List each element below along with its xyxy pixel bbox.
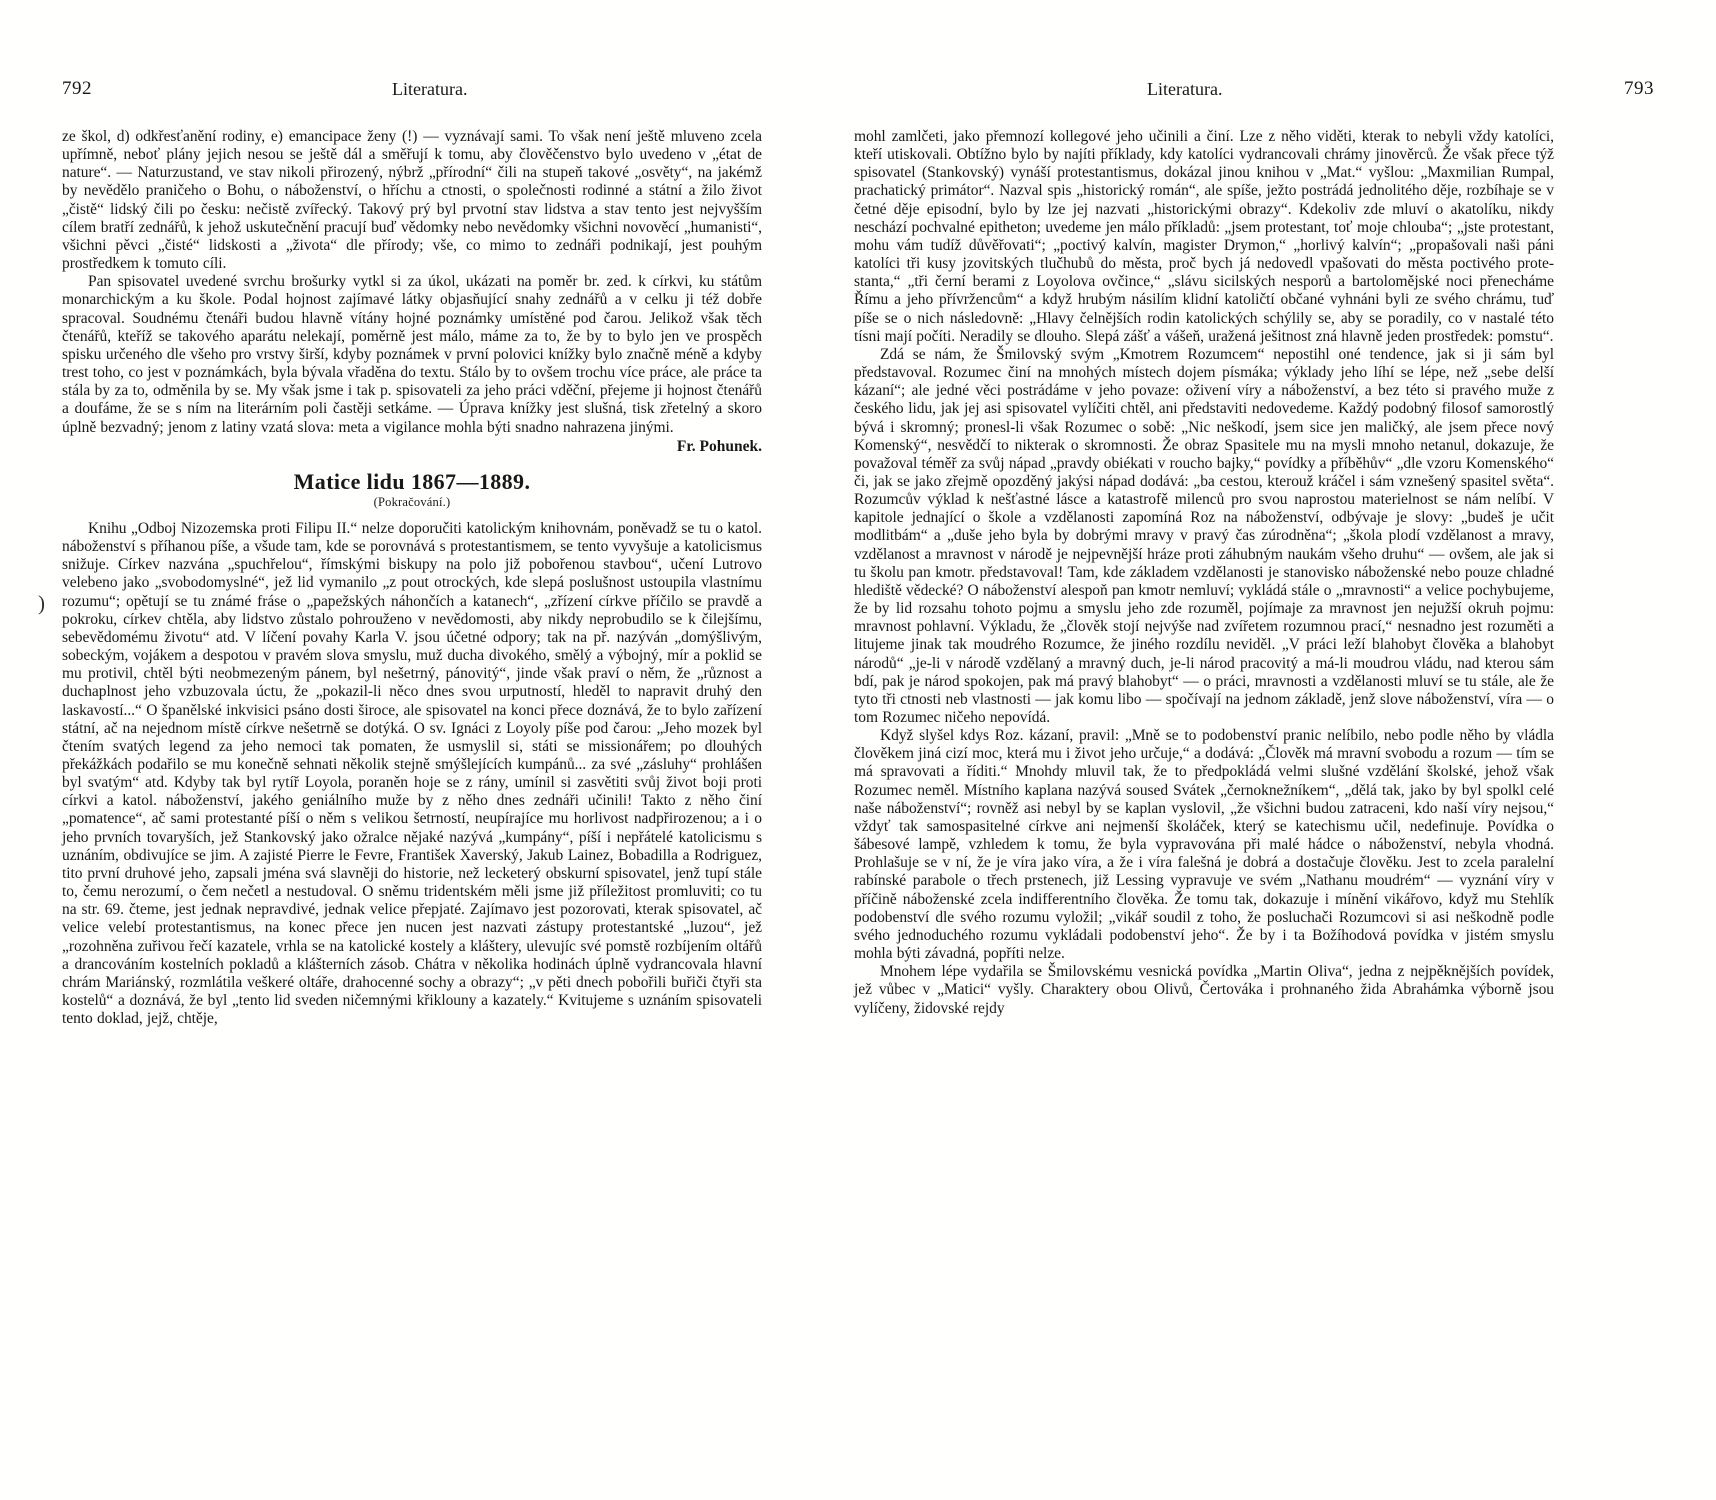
column-right xyxy=(854,128,1554,1458)
paragraph: mohl zamlčeti, jako přemnozí kollegové jeho učinili a činí. Lze z něho viděti, kterak to nebyli vždy katolíci, kteří utiskovali. Obtížno bylo by najíti příklady, kdy katolíci vydrancovali chrámy jinověrců. Že však přece týž spisovatel (Stankovský) vynáší protestantismus, dokázal jinou knihou v „Mat.“ vyšlou: „Maxmilian Rumpal, prachatický primátor“. Nazval spis „historický román“, ale spíše, ježto postrádá jednolitého děje, rozbíhaje se v četné děje episodní, bylo by lze jej nazvati „historickými obrazy“. Kdekoliv zde mluví o akatolíku, nikdy neschází pochvalné epitheton; uvedeme jen málo příkladů: „jsem protestant, toť moje chlouba“; „jste protestant, mohu vám tudíž důvěřovati“; „poctivý kalvín, magister Drymon,“ „horlivý kalvín“; „propašovali naši páni katolíci tři kusy jzovitských tlučhubů do města, proč bych já nedovedl vpašovati do města poctivého protestanta,“ „tři černí berami z Loyolova ovčince,“ „slávu sicilských nesporů a bartolomějské noci přenecháme Římu a jeho přívržencům“ a když hrubým násilím klidní katoličtí občané vyhnáni byli ze svého chrámu, tuď píše se o nich následovně: „Hlavy čelnějších rodin katolických schýlily se, aby se poradily, co v nastalé této tísni mají počíti. Neradily se dlouho. Slepá zášť a vášeň, uražená ješitnost zná hlavně jeden prostředek: pomstu“. xyxy=(854,128,1554,345)
paragraph: Knihu „Odboj Nizozemska proti Filipu II.“ nelze doporučiti katolickým knihovnám, poněvadž se tu o katol. náboženství s příhanou píše, a všude tam, kde se porovnává s protestantismem, se tento vyvyšuje a katolicismus snižuje. Církev nazvána „spuchřelou“, římskými biskupy na polo již pobořenou stavbou“, učení Lutrovo velebeno jako „svobodomyslné“, jež lid vymanilo „z pout otrockých, kde slepá poslušnost ustoupila vlastnímu rozumu“; opětují se tu známé fráse o „papežských náhončích a katanech“, „zřízení církve příčilo se pravdě a pokroku, církev chtěla, aby lidstvo zůstalo pohrouženo v nevědomosti, aby nikdy neprobudilo se k čilejšímu, sebevědomému životu“ atd. V líčení povahy Karla V. jsou účetné odpory; tak na př. nazýván „domýšlivým, sobeckým, vojákem a despotou v pravém slova smyslu, muž ducha divokého, smělý a výbojný, mír a poklid se mu protivil, chtěl býti neobmezeným pánem, byl nešetrný, pánovitý“, jinde však praví o něm, že „různost a duchaplnost jeho vzbuzovala úctu, že „pokazil-li něco dnes svou urputností, hleděl to napravit druhý den laskavostí...“ O španělské inkvisici psáno dosti široce, ale spisovatel na konci přece doznává, že to bylo zařízení státní, ač na nejednom místě církve nešetrně se dotýká. O sv. Ignáci z Loyoly píše pod čarou: „Jeho mozek byl čtením svatých legend za jeho nemoci tak pomaten, že usmyslil si, státi se missionářem; po dlouhých překážkách podařilo se mu konečně sehnati několik stejně smýšlejících kumpánů... za své „zásluhy“ prohlášen byl svatým“ atd. Kdyby tak byl rytíř Loyola, poraněn hoje se z rány, umínil si zasvětiti svůj život boji proti církvi a katol. náboženství, jakého geniálního muže by z něho dnes zednáři učinili! Takto z něho činí „pomatence“, ač sami protestanté píší o něm s velikou šetrností, neupírajíce mu horlivost nadpřirozenou; a i o jeho prvních tovaryších, jež Stankovský jako ožralce nějaké nazývá „kumpány“, píší i nepřátelé katolicismu s uznáním, obdivujíce se jim. A zajisté Pierre le Fevre, František Xaverský, Jakub Lainez, Bobadilla a Rodriguez, tito první druhové jeho, zapsali jména svá slavněji do historie, než lecketerý obskurní spisovatel, jenž tupí stále to, čemu nerozumí, o čem nečetl a nestudoval. O sněmu tridentském měli jsme již příležitost promluviti; co tu na str. 69. čteme, jest jednak nepravdivé, jednak velice přepjaté. Zajímavo jest pozorovati, kterak spisovatel, ač velice velebí protestantismus, na konec přece jen nucen jest nazvati zástupy protestantské „luzou“, jež „rozohněna zuřivou řečí kazatele, vrhla se na katolické kostely a kláštery, ulevujíc své pomstě rozbíjením oltářů a drancováním kostelních pokladů a klášterních zásob. Chátra v několika hodinách úplně vydrancovala hlavní chrám Mariánský, rozmlátila veškeré oltáře, drahocenné sochy a obrazy“; „v pěti dnech pobořili buřiči čtyři sta kostelů“ a doznává, že byl „tento lid sveden ničemnými křiklouny a kazately.“ Kvitujeme s uznáním spisovateli tento doklad, jejž, chtěje, xyxy=(62,519,762,1028)
article-subtitle: (Pokračování.) xyxy=(373,494,451,509)
margin-brace-mark: ) xyxy=(38,591,45,615)
paragraph: Když slyšel kdys Roz. kázaní, pravil: „Mně se to podobenství pranic nelíbilo, nebo podle něho by vládla člověkem jiná cizí moc, která mu i život jeho určuje,“ a dodává: „Člověk má mravní svobodu a rozum — tím se má spravovati a říditi.“ Mnohdy mluvil tak, že to předpokládá velmi slušné vzdělání školské, jehož však Rozumec neměl. Místního kaplana nazývá soused Svátek „černoknežníkem“, „dělá tak, jako by byl spolkl celé naše náboženství“; rovněž asi nebyl by se kaplan vyslovil, „že všichni budou zatraceni, kdo naší víry nejsou,“ vždyť tak samospasitelné církve ani nejmenší školáček, který se katechismu učil, nedefinuje. Povídka o šábesové lampě, vzhledem k tomu, že byla vypravována při malé hádce o náboženství, nebyla vhodná. Prohlašuje se v ní, že je víra jako víra, a že i víra falešná je dobrá a dostačuje člověku. Jest to zcela paralelní rabínské parabole o třech prstenech, již Lessing vypravuje ve svém „Nathanu moudrém“ — vyznání víry v příčině náboženské zcela indifferentního člověka. Že tomu tak, dokazuje i mínění vikářovo, když mu Stehlík podobenství dle svého rozumu vyložil; „vikář soudil z toho, že posluchači Rozumcovi si asi neškodně podle svého jednoduchého rozumu vykládali podobenství jeho“. Že by i ta Božíhodová povídka v jistém smyslu mohla býti závadná, popříti nelze. xyxy=(854,727,1554,963)
running-head-left: Literatura. xyxy=(392,79,468,99)
folio-left: 792 xyxy=(62,78,92,99)
article-signature: Fr. Pohunek. xyxy=(676,437,762,455)
running-head-row xyxy=(62,78,1654,100)
article-title: Matice lidu 1867—1889. xyxy=(293,468,531,494)
paragraph: Mnohem lépe vydařila se Šmilovskému vesnická povídka „Martin Oliva“, jedna z nejpěknějších povídek, jež vůbec v „Matici“ vyšly. Charaktery obou Olivů, Čertováka i prohnaného žida Abrahámka výborně jsou vylíčeny, židovské rejdy xyxy=(854,963,1554,1017)
paragraph: ze škol, d) odkřesťanění rodiny, e) emancipace ženy (!) — vyznávají sami. To však není ještě mluveno zcela upřímně, neboť plány jejich nesou se ještě dál a směřují k tomu, aby člověčenstvo bylo uvedeno v „état de nature“. — Naturzustand, ve stav nikoli přirozený, nýbrž „přírodní“ čili na stupeň takové „osvěty“, na jakémž by nevědělo praničeho o Bohu, o náboženství, o hříchu a ctnosti, o společnosti rodinné a státní a žilo život „čistě“ lidský čili po česku: nečistě zvířecký. Takový prý byl prvotní stav lidstva a stav tento jest nejvyšším cílem bratří zednářů, k jehož uskutečnění pracují buď vědomky nebo nevědomky všichni novověcí „humanisti“, všichni pěvci „čisté“ lidskosti a „života“ dle přírody; vše, co mimo to zednáři podnikají, jest pouhým prostředkem k tomuto cíli. xyxy=(62,128,762,273)
folio-right: 793 xyxy=(1624,78,1654,99)
running-head-right: Literatura. xyxy=(1147,79,1223,99)
column-left xyxy=(38,128,762,1458)
paragraph: Zdá se nám, že Šmilovský svým „Kmotrem Rozumcem“ nepostihl oné tendence, jak si ji sám byl představoval. Rozumec činí na mnohých místech dojem písmáka; výklady jeho líhí se lépe, než „sebe delší kázaní“; ale jedné věci postrádáme v jeho povaze: oživení víry a náboženství, a bez této si pravého muže z českého lidu, jak jej asi spisovatel vylíčiti chtěl, ani představiti nedovedeme. Každý podobný filosof samorostlý bývá i skromný; pronesl-li však Rozumec o sobě: „Nic neškodí, jsem sice jen maličký, ale jsem přece nový Komenský“, nesvědčí to nikterak o skromnosti. Že obraz Spasitele mu na mysli mnoho netanul, dokazuje, že považoval téměř za svůj nápad „pravdy obiékati v roucho bajky,“ povídky a příběhův“ „dle vzoru Komenského“ či, jak se jako zřejmě opozděný jakýsi nápad dodává: „ba cestou, kterouž kráčel i sám vznešený spasitel světa“. Rozumcův výklad k nešťastné lásce a katastrofě milenců pro svou naprostou materielnost se nám nelíbí. V kapitole jednající o škole a vzdělanosti zapomíná Roz na náboženství, odbývaje je slovy: „budeš je učit modlitbám“ a „duše jeho byla by dobrými mravy v pravý čas zúrodněna“; „škola plodí vzdělanost a mravy, vzdělanost a mravnost v národě je nejpevnější hráze proti záhubným naukám všeho druhu“ — ovšem, ale jak si tu školu pan kmotr. představoval! Tam, kde základem vzdělanosti je stanovisko náboženské nebo pouze chladné hlediště vědecké? O náboženství alespoň pan kmotr nemluví; vykládá stále o „mravnosti“ a velice pochybujeme, že by lid rozsahu tohoto pojmu a smyslu jeho zde rozuměl, pojímaje za mravnost jen nejužší okruh pojmu: mravnost pohlavní. Výkladu, že „člověk stojí nejvýše nad zvířetem rozumnou prací,“ nesnadno jest rozuměti a litujeme jinak tak moudrého Rozumce, že jiného rozdílu neviděl. „V práci leží blahobyt člověka a blahobyt národů“ „je-li v národě vzdělaný a mravný duch, je-li národ pracovitý a má-li moudrou vládu, nad kterou sám bdí, pak je národ spokojen, pak má pravý blahobyt“ — o práci, mravnosti a vzdělanosti mluví se tu stále, ale že tyto tři ctnosti neb vlastnosti — jak komu libo — spočívají na jednom základě, jenž slove náboženství, víra — o tom Rozumec ničeho nepovídá. xyxy=(854,345,1554,726)
paragraph: Pan spisovatel uvedené svrchu brošurky vytkl si za úkol, ukázati na poměr br. zed. k církvi, ku státům monarchickým a ku škole. Podal hojnost zajímavé látky objasňující snahy zednářů a v celku ji též dobře spracoval. Soudnému čtenáři budou hlavně vítány hojné poznámky umístěné pod čarou. Jelikož však těch čtenářů, kteříž se takového aparátu nelekají, poměrně jest málo, máme za to, že by to bylo jen ve prospěch spisku určeného dle všeho pro vrstvy širší, kdyby poznámek v první polovici knížky bylo značně méně a kdyby trest toho, co jest v poznámkách, byla bývala vřaděna do textu. Stálo by to ovšem trochu více práce, ale práce ta stála by za to, odměnila by se. My však jsme i tak p. spisovateli za jeho práci vděční, přejeme ji hojnost čtenářů a doufáme, že se s ním na literárním poli častěji setkáme. — Úprava knížky jest slušná, tisk zřetelný a skoro úplně bezvadný; jenom z latiny vzatá slova: meta a vigilance mohla býti snadno nahrazena jinými. xyxy=(62,273,762,436)
body-columns xyxy=(38,128,1654,1458)
